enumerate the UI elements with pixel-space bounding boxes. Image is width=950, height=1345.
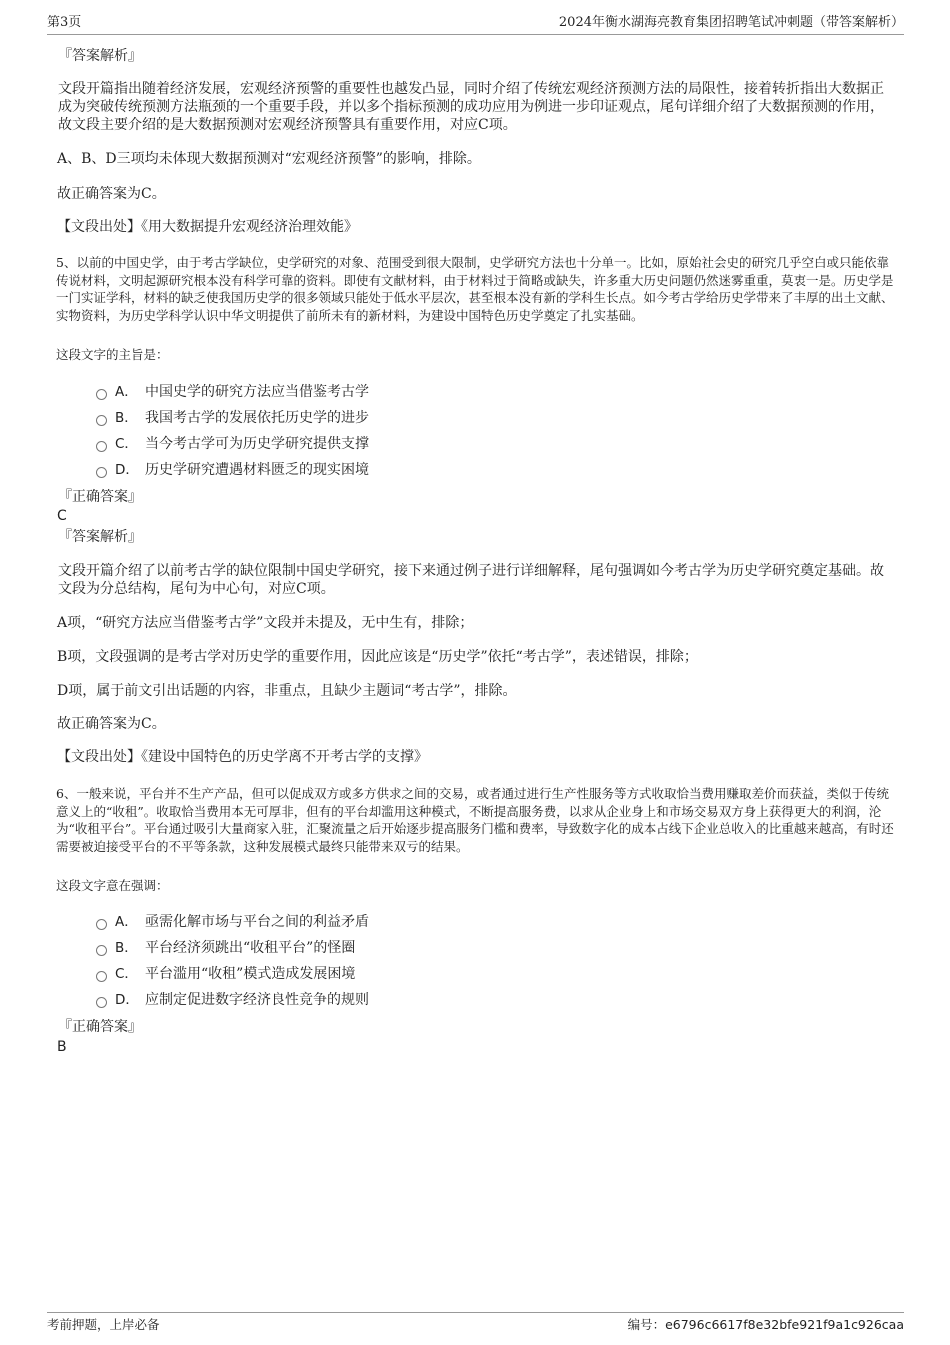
document-code: 编号：e6796c6617f8e32bfe921f9a1c926caa [627,1317,904,1332]
question-6-option-a[interactable]: A． 亟需化解市场与平台之间的利益矛盾 [96,912,369,932]
conclusion: 故正确答案为C。 [57,716,166,732]
footer-slogan: 考前押题，上岸必备 [47,1317,160,1332]
elimination-note: A、B、D三项均未体现大数据预测对“宏观经济预警”的影响，排除。 [57,151,481,167]
question-6-option-c[interactable]: C． 平台滥用“收租”模式造成发展困境 [96,964,355,984]
question-5-stem: 5、以前的中国史学，由于考古学缺位，史学研究的对象、范围受到很大限制，史学研究方法也十分单一。比如，原始社会史的研究几乎空白或只能依靠传说材料，文明起源研究根本没有科学可靠的资料。即使有文献材料，由于材料过于简略或缺失，许多重大历史问题仍然迷雾重重，莫衷一是。历史学是一门实证学科，材料的缺乏使我国历史学的很多领域只能处于低水平层次，甚至根本没有新的学科生长点。如今考古学给历史学带来了丰厚的出土文献、实物资料，为历史学科学认识中华文明提供了前所未有的新材料，为建设中国特色历史学奠定了扎实基础。 [56,255,894,323]
radio-icon[interactable] [96,441,107,452]
question-6-option-d[interactable]: D． 应制定促进数字经济良性竞争的规则 [96,990,369,1010]
radio-icon[interactable] [96,945,107,956]
question-5-option-b[interactable]: B． 我国考古学的发展依托历史学的进步 [96,408,369,428]
document-title: 2024年衡水湖海亮教育集团招聘笔试冲刺题（带答案解析） [558,15,904,30]
option-b-note: B项，文段强调的是考古学对历史学的重要作用，因此应该是“历史学”依托“考古学”，表述错误，排除； [57,649,698,665]
page-number: 第3页 [47,15,82,30]
radio-icon[interactable] [96,415,107,426]
analysis-label: 『答案解析』 [58,48,142,64]
conclusion: 故正确答案为C。 [57,186,166,202]
page-header [47,14,904,35]
radio-icon[interactable] [96,971,107,982]
correct-answer-label: 『正确答案』 [58,1019,142,1035]
radio-icon[interactable] [96,467,107,478]
correct-answer: B [57,1039,67,1055]
option-a-note: A项，“研究方法应当借鉴考古学”文段并未提及，无中生有，排除； [57,615,474,631]
page-footer [47,1312,904,1335]
source-citation: 【文段出处】《建设中国特色的历史学离不开考古学的支撑》 [57,749,428,765]
source-citation: 【文段出处】《用大数据提升宏观经济治理效能》 [57,219,358,235]
radio-icon[interactable] [96,919,107,930]
question-5-option-a[interactable]: A． 中国史学的研究方法应当借鉴考古学 [96,382,369,402]
analysis-text: 文段开篇指出随着经济发展，宏观经济预警的重要性也越发凸显，同时介绍了传统宏观经济预测方法的局限性，接着转折指出大数据正成为突破传统预测方法瓶颈的一个重要手段，并以多个指标预测的成功应用为例进一步印证观点，尾句详细介绍了大数据预测的作用，故文段主要介绍的是大数据预测对宏观经济预警具有重要作用，对应C项。 [58,81,884,133]
question-5-prompt: 这段文字的主旨是： [56,347,169,362]
question-6-stem: 6、一般来说，平台并不生产产品，但可以促成双方或多方供求之间的交易，或者通过进行生产性服务等方式收取恰当费用赚取差价而获益，类似于传统意义上的“收租”。收取恰当费用本无可厚非，但有的平台却滥用这种模式，不断提高服务费，以求从企业身上和市场交易双方身上获得更大的利润，沦为“收租平台”。平台通过吸引大量商家入驻，汇聚流量之后开始逐步提高服务门槛和费率，导致数字化的成本占线下企业总收入的比重越来越高，有时还需要被迫接受平台的不平等条款，这种发展模式最终只能带来双亏的结果。 [56,786,894,854]
question-5-option-c[interactable]: C． 当今考古学可为历史学研究提供支撑 [96,434,369,454]
correct-answer-label: 『正确答案』 [58,489,142,505]
analysis-label: 『答案解析』 [58,529,142,545]
option-d-note: D项，属于前文引出话题的内容，非重点，且缺少主题词“考古学”，排除。 [57,683,517,699]
question-5-option-d[interactable]: D． 历史学研究遭遇材料匮乏的现实困境 [96,460,369,480]
question-6-prompt: 这段文字意在强调： [56,878,169,893]
radio-icon[interactable] [96,389,107,400]
question-6-option-b[interactable]: B． 平台经济须跳出“收租平台”的怪圈 [96,938,355,958]
analysis-text: 文段开篇介绍了以前考古学的缺位限制中国史学研究，接下来通过例子进行详细解释，尾句强调如今考古学为历史学研究奠定基础。故文段为分总结构，尾句为中心句，对应C项。 [58,563,884,597]
correct-answer: C [57,508,67,524]
radio-icon[interactable] [96,997,107,1008]
